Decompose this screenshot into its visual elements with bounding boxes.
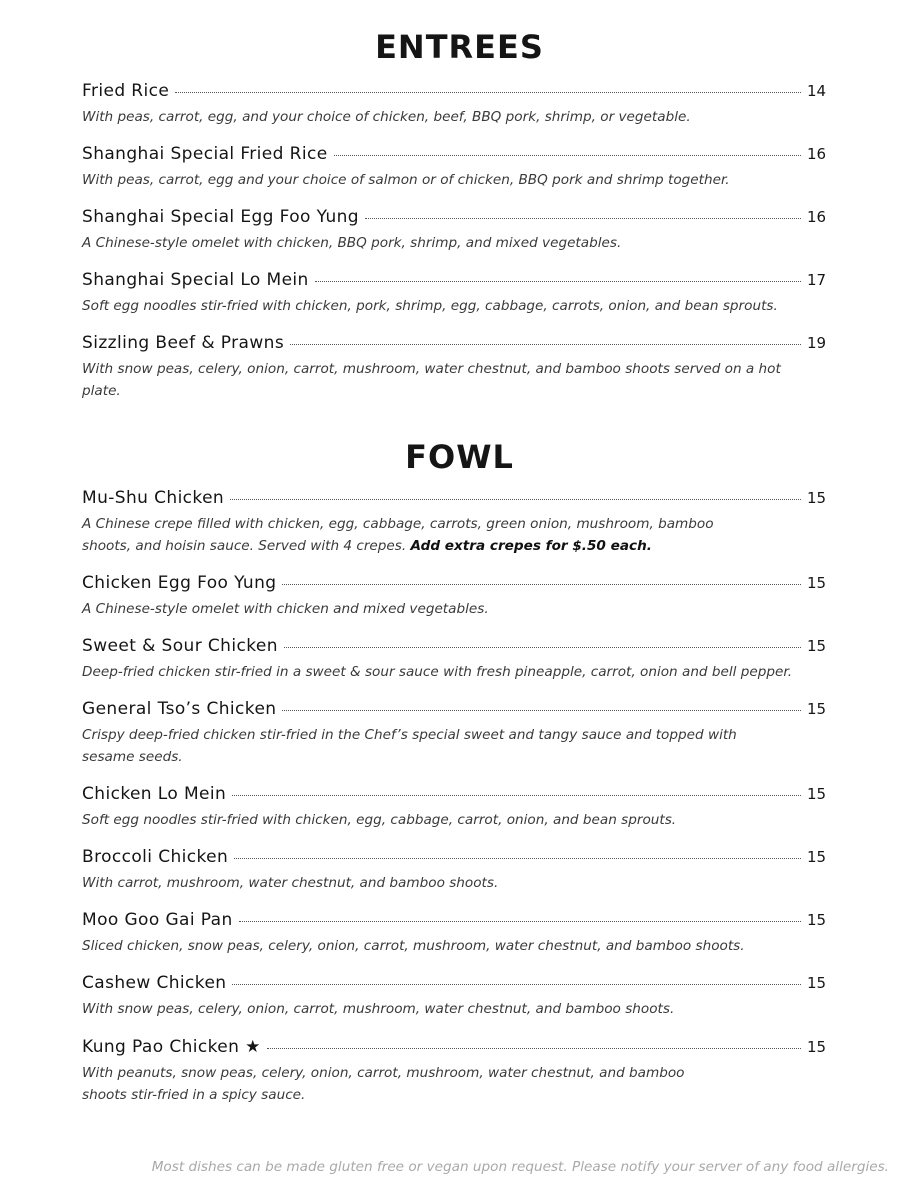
dot-leader [282, 583, 801, 585]
item-description: Deep-fried chicken stir-fried in a sweet & sour sauce with fresh pineapple, carrot, onion and bell pepper. [82, 664, 793, 680]
item-price: 15 [807, 848, 827, 866]
dot-leader [175, 91, 801, 93]
item-description: Soft egg noodles stir-fried with chicken, egg, cabbage, carrot, onion, and bean sprouts. [82, 812, 677, 828]
item-name: Broccoli Chicken [82, 847, 229, 867]
item-description: With peanuts, snow peas, celery, onion, carrot, mushroom, water chestnut, and bamboo shoots stir-fried in a spicy sauce. [82, 1065, 685, 1103]
item-description: With snow peas, celery, onion, carrot, mushroom, water chestnut, and bamboo shoots served on a hot plate. [82, 361, 781, 399]
item-description: With peas, carrot, egg, and your choice of chicken, beef, BBQ pork, shrimp, or vegetable. [82, 109, 691, 125]
menu-item [82, 699, 825, 768]
item-name: Shanghai Special Lo Mein [82, 270, 309, 290]
item-description: Crispy deep-fried chicken stir-fried in the Chef’s special sweet and tangy sauce and topped with sesame seeds. [82, 727, 737, 765]
dot-leader [239, 920, 801, 922]
item-description: With carrot, mushroom, water chestnut, and bamboo shoots. [82, 875, 499, 891]
menu-item [82, 636, 825, 683]
section-title-fowl: FOWL [405, 438, 514, 476]
item-name: Kung Pao Chicken ★ [82, 1037, 261, 1057]
item-price: 19 [807, 334, 827, 352]
menu-item [82, 270, 825, 317]
item-description: Soft egg noodles stir-fried with chicken, pork, shrimp, egg, cabbage, carrots, onion, and bean sprouts. [82, 298, 778, 314]
item-description: A Chinese crepe filled with chicken, egg, cabbage, carrots, green onion, mushroom, bamboo shoots, and hoisin sauce. Served with 4 crepes. Add extra crepes for $.50 each. [82, 516, 714, 554]
item-price: 15 [807, 637, 827, 655]
dot-leader [267, 1047, 801, 1049]
item-price: 15 [807, 489, 827, 507]
menu-item [82, 973, 825, 1020]
extra-crepes-note: Add extra crepes for $.50 each. [410, 538, 652, 554]
item-price: 17 [807, 271, 827, 289]
item-price: 15 [807, 700, 827, 718]
menu-item [82, 207, 825, 254]
allergy-footer-note: Most dishes can be made gluten free or vegan upon request. Please notify your server of any food allergies. [151, 1159, 889, 1175]
dot-leader [282, 709, 801, 711]
item-name: Sizzling Beef & Prawns [82, 333, 285, 353]
menu-item [82, 488, 825, 557]
menu-item [82, 1037, 825, 1106]
dot-leader [232, 983, 801, 985]
item-price: 14 [807, 82, 827, 100]
item-description: A Chinese-style omelet with chicken, BBQ pork, shrimp, and mixed vegetables. [82, 235, 622, 251]
dot-leader [284, 646, 801, 648]
item-name: Chicken Lo Mein [82, 784, 227, 804]
dot-leader [365, 217, 801, 219]
dot-leader [290, 343, 801, 345]
menu-item [82, 144, 825, 191]
item-name: Chicken Egg Foo Yung [82, 573, 277, 593]
item-price: 15 [807, 974, 827, 992]
dot-leader [234, 857, 801, 859]
item-price: 16 [807, 145, 827, 163]
item-name: Cashew Chicken [82, 973, 227, 993]
item-price: 15 [807, 785, 827, 803]
item-name: Shanghai Special Egg Foo Yung [82, 207, 360, 227]
menu-item [82, 81, 825, 128]
dot-leader [230, 498, 801, 500]
item-name: Shanghai Special Fried Rice [82, 144, 328, 164]
item-name: Fried Rice [82, 81, 170, 101]
item-price: 16 [807, 208, 827, 226]
item-name: Moo Goo Gai Pan [82, 910, 233, 930]
menu-item [82, 910, 825, 957]
menu-item [82, 573, 825, 620]
item-description: With peas, carrot, egg and your choice of salmon or of chicken, BBQ pork and shrimp together. [82, 172, 730, 188]
item-price: 15 [807, 574, 827, 592]
menu-item [82, 847, 825, 894]
dot-leader [315, 280, 801, 282]
dot-leader [334, 154, 801, 156]
dot-leader [232, 794, 801, 796]
item-name: Sweet & Sour Chicken [82, 636, 278, 656]
menu-item [82, 333, 825, 402]
item-description: A Chinese-style omelet with chicken and mixed vegetables. [82, 601, 489, 617]
item-price: 15 [807, 911, 827, 929]
item-price: 15 [807, 1038, 827, 1056]
item-description: Sliced chicken, snow peas, celery, onion, carrot, mushroom, water chestnut, and bamboo shoots. [82, 938, 745, 954]
item-name: General Tso’s Chicken [82, 699, 277, 719]
item-description: With snow peas, celery, onion, carrot, mushroom, water chestnut, and bamboo shoots. [82, 1001, 675, 1017]
item-name: Mu-Shu Chicken [82, 488, 225, 508]
section-title-entrees: ENTREES [375, 28, 544, 66]
menu-item [82, 784, 825, 831]
